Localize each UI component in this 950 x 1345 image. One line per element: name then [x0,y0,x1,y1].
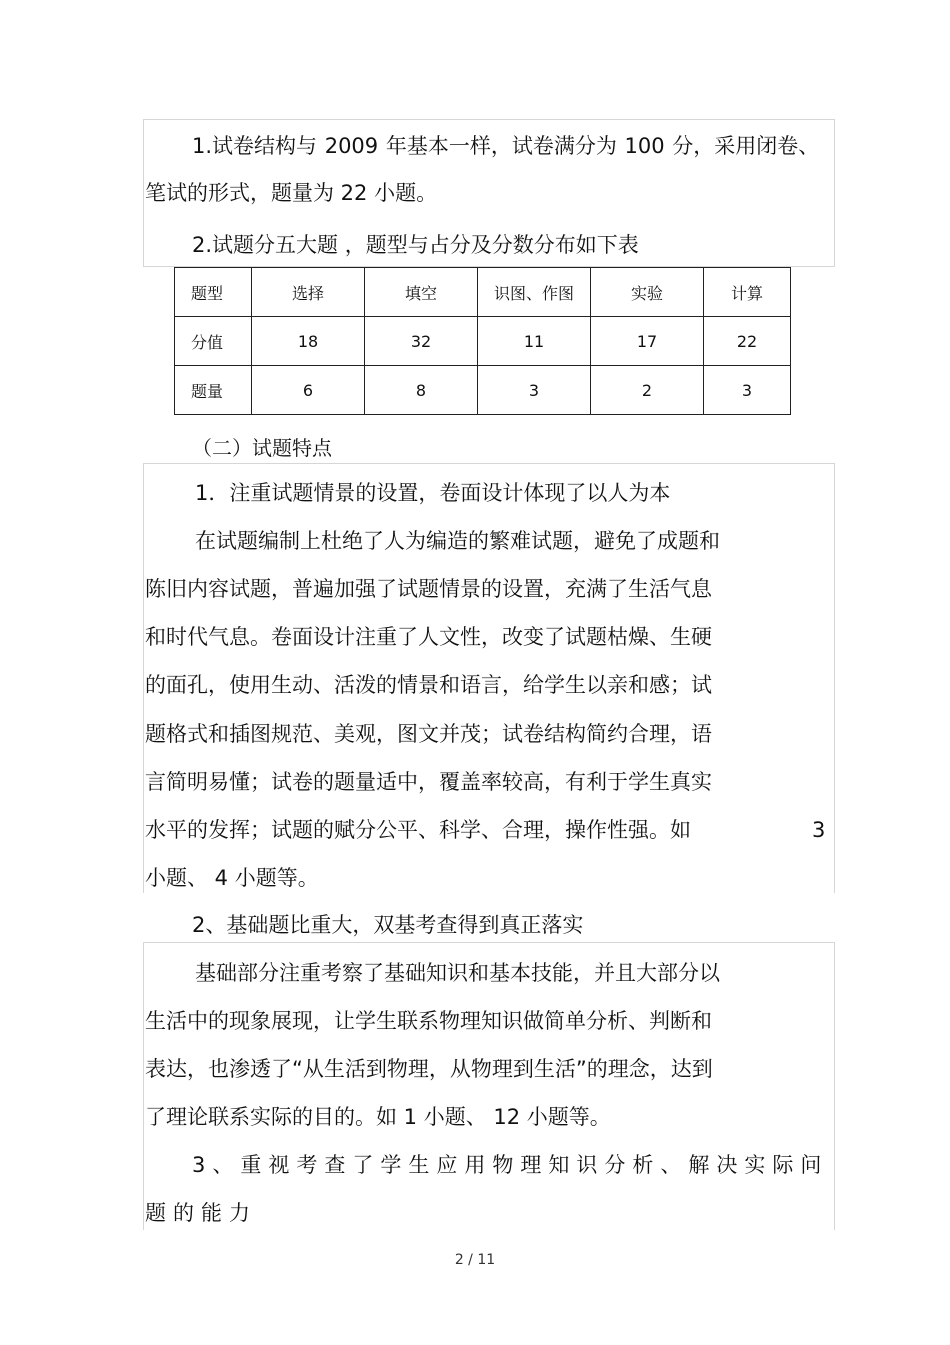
table-cell: 8 [365,366,478,415]
point1-line: 水平的发挥；试题的赋分公平、科学、合理，操作性强。如 [145,818,691,842]
point1-line: 小题、 4 小题等。 [145,866,319,890]
table-cell: 识图、作图 [478,268,591,317]
point2-line: 基础部分注重考察了基础知识和基本技能，并且大部分以 [195,961,720,985]
point1-line: 言简明易懂；试卷的题量适中，覆盖率较高，有利于学生真实 [145,770,712,794]
table-cell: 32 [365,317,478,366]
table-cell: 3 [704,366,791,415]
point1-line: 和时代气息。卷面设计注重了人文性，改变了试题枯燥、生硬 [145,625,712,649]
table-cell: 2 [591,366,704,415]
table-cell: 题量 [175,366,252,415]
intro-line-1: 1.试卷结构与 2009 年基本一样，试卷满分为 100 分，采用闭卷、 [192,134,820,158]
page-number: 2 / 11 [454,1252,496,1268]
table-cell: 题型 [175,268,252,317]
table-cell: 计算 [704,268,791,317]
point2-line: 生活中的现象展现，让学生联系物理知识做简单分析、判断和 [145,1009,712,1033]
intro-line-2: 笔试的形式，题量为 22 小题。 [145,181,438,205]
point1-line: 题格式和插图规范、美观，图文并茂；试卷结构简约合理，语 [145,722,712,746]
point1-line: 的面孔，使用生动、活泼的情景和语言，给学生以亲和感；试 [145,673,712,697]
point1-title: 1．注重试题情景的设置，卷面设计体现了以人为本 [195,481,671,505]
table-row [175,317,791,366]
point2-line: 表达，也渗透了“从生活到物理，从物理到生活”的理念，达到 [145,1057,713,1081]
point3-line-2: 题的能力 [145,1201,257,1225]
table-cell: 3 [478,366,591,415]
table-cell: 实验 [591,268,704,317]
table-cell: 选择 [252,268,365,317]
score-distribution-table [174,267,791,415]
table-cell: 分值 [175,317,252,366]
table-cell: 填空 [365,268,478,317]
table-cell: 17 [591,317,704,366]
table-cell: 6 [252,366,365,415]
point2-line: 了理论联系实际的目的。如 1 小题、 12 小题等。 [145,1105,611,1129]
table-cell: 22 [704,317,791,366]
point2-title: 2、基础题比重大，双基考查得到真正落实 [192,913,584,937]
intro-line-3: 2.试题分五大题 ，题型与占分及分数分布如下表 [192,233,639,257]
table-row [175,366,791,415]
table-cell: 18 [252,317,365,366]
section-title: （二）试题特点 [192,436,332,460]
point1-line: 在试题编制上杜绝了人为编造的繁难试题，避免了成题和 [195,529,720,553]
point1-line: 陈旧内容试题，普遍加强了试题情景的设置，充满了生活气息 [145,577,712,601]
point1-trailing-number: 3 [812,818,826,842]
table-cell: 11 [478,317,591,366]
point3-line-1: 3、重视考查了学生应用物理知识分析、解决实际问 [192,1153,829,1177]
table-header-row [175,268,791,317]
